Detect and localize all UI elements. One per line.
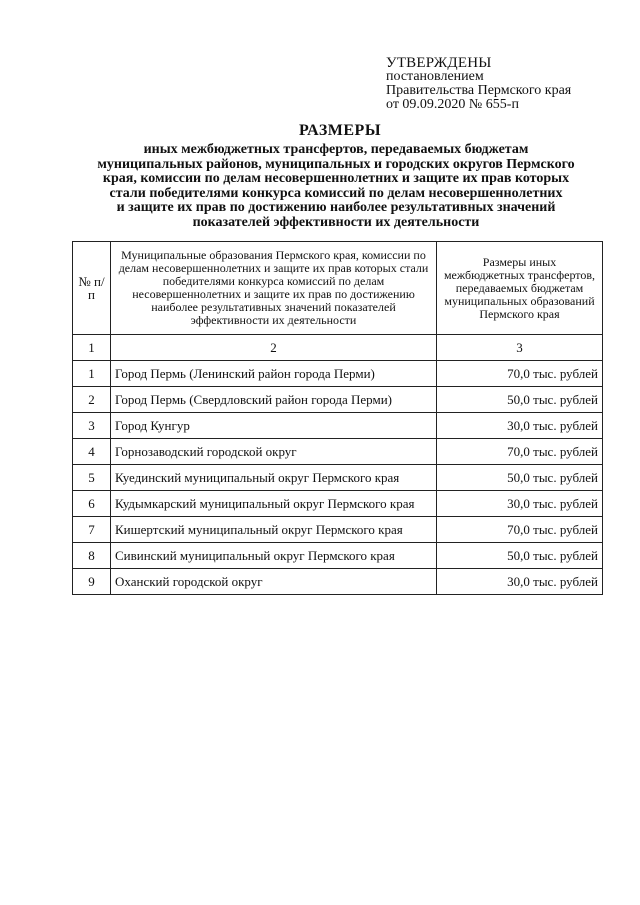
row-number: 6 xyxy=(73,491,111,517)
municipality-name: Горнозаводский городской округ xyxy=(111,439,437,465)
row-number: 3 xyxy=(73,413,111,439)
table-row xyxy=(73,465,603,491)
row-number: 1 xyxy=(73,361,111,387)
transfers-table xyxy=(72,241,603,595)
row-number: 8 xyxy=(73,543,111,569)
transfer-amount: 30,0 тыс. рублей xyxy=(437,491,603,517)
subtitle-line: и защите их прав по достижению наиболее результативных значений xyxy=(116,200,556,215)
transfer-amount: 30,0 тыс. рублей xyxy=(437,413,603,439)
table-row xyxy=(73,387,603,413)
subtitle-line: показателей эффективности их деятельности xyxy=(192,214,480,230)
column-number: 2 xyxy=(111,335,437,361)
municipality-name: Сивинский муниципальный округ Пермского края xyxy=(111,543,437,569)
row-number: 9 xyxy=(73,569,111,595)
header-num: № п/п xyxy=(73,242,111,335)
approval-date: от 09.09.2020 № 655-п xyxy=(386,97,519,112)
table-row xyxy=(73,569,603,595)
approval-line: постановлением xyxy=(386,69,484,84)
municipality-name: Город Пермь (Ленинский район города Перми) xyxy=(111,361,437,387)
table-row xyxy=(73,439,603,465)
row-number: 4 xyxy=(73,439,111,465)
subtitle-line: края, комиссии по делам несовершеннолетних и защите их прав которых xyxy=(102,171,570,186)
column-number: 3 xyxy=(437,335,603,361)
row-number: 7 xyxy=(73,517,111,543)
table-header-row xyxy=(73,242,603,335)
transfer-amount: 50,0 тыс. рублей xyxy=(437,465,603,491)
table-row xyxy=(73,361,603,387)
column-number: 1 xyxy=(73,335,111,361)
header-amount: Размеры иных межбюджетных трансфертов, передаваемых бюджетам муниципальных образований Пермского края xyxy=(437,242,603,335)
table-row xyxy=(73,543,603,569)
transfer-amount: 50,0 тыс. рублей xyxy=(437,543,603,569)
municipality-name: Город Пермь (Свердловский район города Перми) xyxy=(111,387,437,413)
transfer-amount: 70,0 тыс. рублей xyxy=(437,361,603,387)
table-row xyxy=(73,517,603,543)
municipality-name: Кишертский муниципальный округ Пермского края xyxy=(111,517,437,543)
document-subtitle xyxy=(70,143,602,230)
approval-stamp xyxy=(386,56,626,112)
table-row xyxy=(73,491,603,517)
table-row xyxy=(73,413,603,439)
municipality-name: Город Кунгур xyxy=(111,413,437,439)
municipality-name: Оханский городской округ xyxy=(111,569,437,595)
transfer-amount: 30,0 тыс. рублей xyxy=(437,569,603,595)
subtitle-line: муниципальных районов, муниципальных и городских округов Пермского xyxy=(97,156,575,172)
row-number: 2 xyxy=(73,387,111,413)
column-number-row xyxy=(73,335,603,361)
municipality-name: Куединский муниципальный округ Пермского края xyxy=(111,465,437,491)
approval-title: УТВЕРЖДЕНЫ xyxy=(386,55,492,71)
transfer-amount: 50,0 тыс. рублей xyxy=(437,387,603,413)
document-title: РАЗМЕРЫ xyxy=(298,122,382,139)
subtitle-line: стали победителями конкурса комиссий по делам несовершеннолетних xyxy=(109,185,563,201)
approval-line: Правительства Пермского края xyxy=(386,83,572,98)
transfer-amount: 70,0 тыс. рублей xyxy=(437,517,603,543)
row-number: 5 xyxy=(73,465,111,491)
transfer-amount: 70,0 тыс. рублей xyxy=(437,439,603,465)
subtitle-line: иных межбюджетных трансфертов, передаваемых бюджетам xyxy=(143,142,529,157)
municipality-name: Кудымкарский муниципальный округ Пермского края xyxy=(111,491,437,517)
header-name: Муниципальные образования Пермского края, комиссии по делам несовершеннолетних и защите их прав которых стали победителями конкурса комиссий по делам несовершеннолетних и защите их прав по достижению наиболее результативных значений показателей эффективности их деятельности xyxy=(111,242,437,335)
